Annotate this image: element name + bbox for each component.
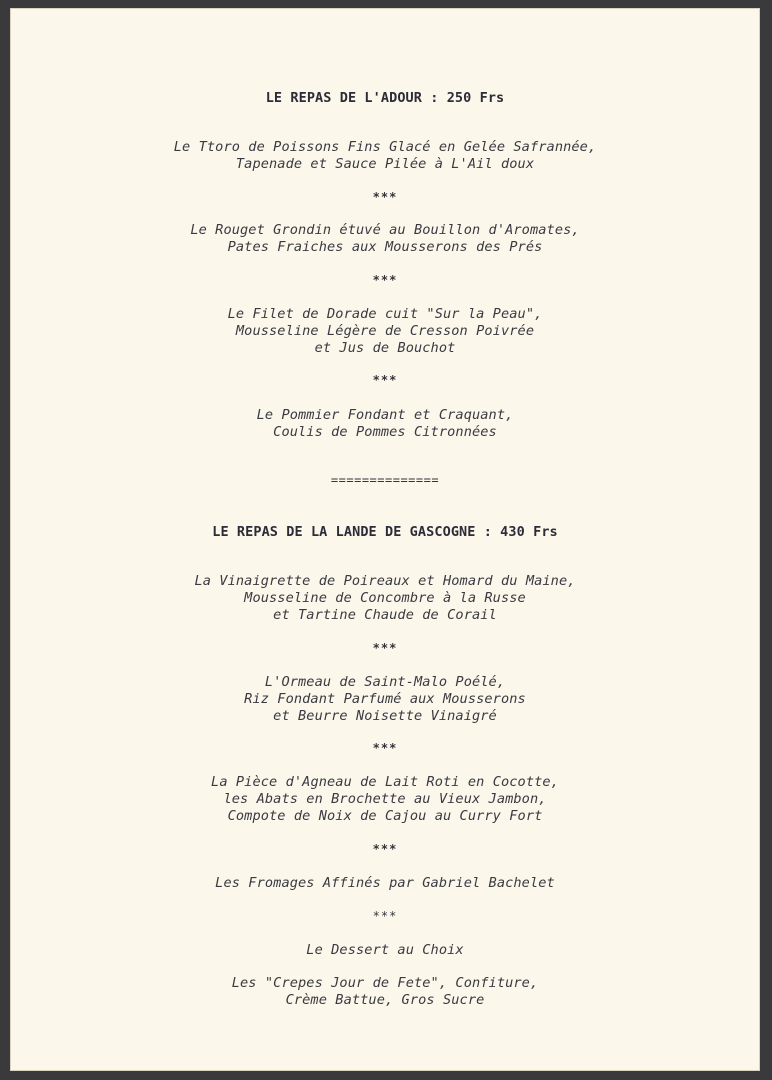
course-separator: *** xyxy=(372,842,398,856)
menu-line: Pates Fraiches aux Mousserons des Prés xyxy=(227,239,543,255)
menu-line: Mousseline de Concombre à la Russe xyxy=(244,590,526,606)
course-separator: *** xyxy=(372,909,398,923)
menu-line: La Pièce d'Agneau de Lait Roti en Cocotte, xyxy=(211,774,559,790)
menu-line: L'Ormeau de Saint-Malo Poélé, xyxy=(264,674,506,690)
menu-line: Mousseline Légère de Cresson Poivrée xyxy=(235,323,535,339)
menu-line: les Abats en Brochette au Vieux Jambon, xyxy=(223,791,547,807)
menu-page xyxy=(10,8,760,1071)
menu-line: La Vinaigrette de Poireaux et Homard du Maine, xyxy=(194,573,576,589)
menu-line: Coulis de Pommes Citronnées xyxy=(273,424,497,440)
menu-line: Les "Crepes Jour de Fete", Confiture, xyxy=(231,975,539,991)
menu-line: Le Rouget Grondin étuvé au Bouillon d'Aromates, xyxy=(190,222,580,238)
menu-line: Tapenade et Sauce Pilée à L'Ail doux xyxy=(235,156,535,172)
menu-line: Le Dessert au Choix xyxy=(306,942,464,958)
course-separator: *** xyxy=(372,641,398,655)
menu-line: et Tartine Chaude de Corail xyxy=(273,607,497,623)
course-separator: *** xyxy=(372,741,398,755)
menu-line: et Beurre Noisette Vinaigré xyxy=(273,708,497,724)
menu-line: Le Ttoro de Poissons Fins Glacé en Gelée Safrannée, xyxy=(173,139,597,155)
course-separator: *** xyxy=(372,190,398,204)
menu-line: Le Filet de Dorade cuit "Sur la Peau", xyxy=(227,306,543,322)
menu-line: Compote de Noix de Cajou au Curry Fort xyxy=(227,808,543,824)
menu-title-gascogne: LE REPAS DE LA LANDE DE GASCOGNE : 430 Frs xyxy=(212,524,558,540)
course-separator: *** xyxy=(372,273,398,287)
menu-line: Crème Battue, Gros Sucre xyxy=(285,992,485,1008)
menu-line: Le Pommier Fondant et Craquant, xyxy=(256,407,514,423)
course-separator: *** xyxy=(372,373,398,387)
menu-divider: ============== xyxy=(330,473,440,487)
menu-line: Les Fromages Affinés par Gabriel Bachelet xyxy=(215,875,555,891)
menu-line: Riz Fondant Parfumé aux Mousserons xyxy=(244,691,526,707)
menu-title-adour: LE REPAS DE L'ADOUR : 250 Frs xyxy=(265,90,505,106)
menu-line: et Jus de Bouchot xyxy=(314,340,456,356)
